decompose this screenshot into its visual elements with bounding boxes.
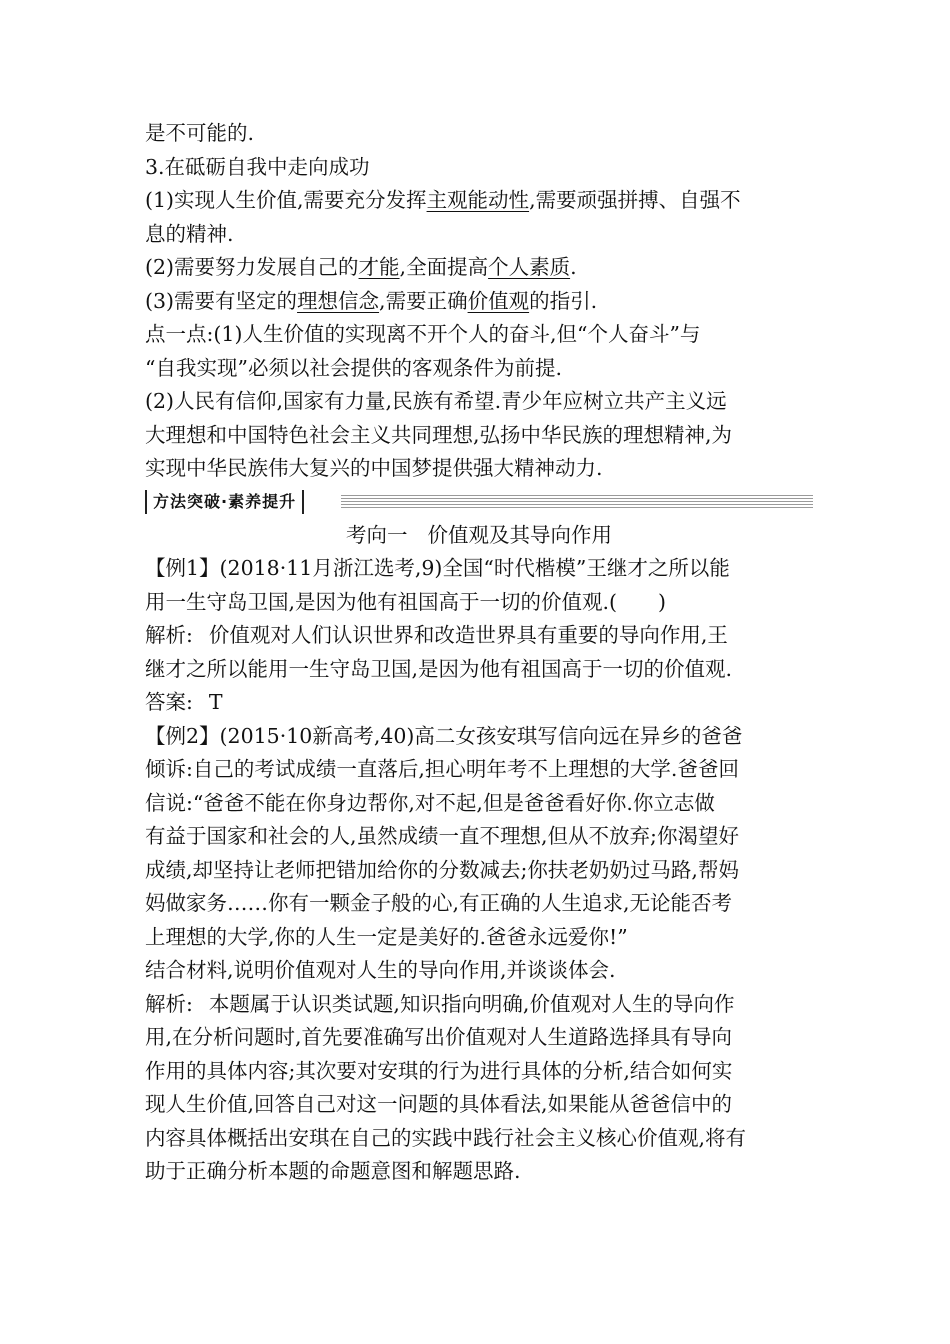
text-line: 是不可能的. — [145, 121, 255, 145]
example-1-line: 用一生守岛卫国,是因为他有祖国高于一切的价值观.( ) — [145, 589, 667, 614]
text-line: “自我实现”必须以社会提供的客观条件为前提. — [145, 355, 562, 380]
underlined-term: 主观能动性 — [426, 188, 530, 212]
text-line — [145, 184, 813, 218]
analysis-line: 用,在分析问题时,首先要准确写出价值观对人生道路选择具有导向 — [145, 1025, 733, 1049]
answer-label: 答案: — [145, 690, 193, 714]
text-span: . — [570, 255, 577, 279]
analysis-line: 现人生价值,回答自己对这一问题的具体看法,如果能从爸爸信中的 — [145, 1092, 733, 1116]
example-2-line: 结合材料,说明价值观对人生的导向作用,并谈谈体会. — [145, 958, 616, 982]
example-2-line: 信说:“爸爸不能在你身边帮你,对不起,但是爸爸看好你.你立志做 — [145, 790, 715, 815]
text-span: 的指引. — [529, 288, 598, 313]
analysis-text: 本题属于认识类试题,知识指向明确,价值观对人生的导向作 — [208, 991, 735, 1016]
text-span: (2)需要努力发展自己的 — [145, 255, 359, 279]
section-number: 考向一 — [346, 522, 408, 547]
analysis-line — [145, 619, 813, 653]
text-span: (3)需要有坚定的 — [145, 288, 298, 313]
text-line: 点一点:(1)人生价值的实现离不开个人的奋斗,但“个人奋斗”与 — [145, 322, 701, 346]
underlined-term: 个人素质 — [488, 255, 571, 279]
example-2-line: 倾诉:自己的考试成绩一直落后,担心明年考不上理想的大学.爸爸回 — [145, 757, 739, 781]
text-line: 息的精神. — [145, 221, 234, 246]
example-1-line: 【例1】(2018·11月浙江选考,9)全国“时代楷模”王继才之所以能 — [145, 556, 730, 580]
text-span: ,需要正确 — [379, 288, 468, 313]
example-2-line: 有益于国家和社会的人,虽然成绩一直不理想,但从不放弃;你渴望好 — [145, 824, 739, 848]
example-2-line: 上理想的大学,你的人生一定是美好的.爸爸永远爱你!” — [145, 924, 628, 949]
text-span: (1)实现人生价值,需要充分发挥 — [145, 188, 427, 212]
answer-value: T — [208, 690, 223, 714]
analysis-line: 继才之所以能用一生守岛卫国,是因为他有祖国高于一切的价值观. — [145, 656, 733, 681]
underlined-term: 理想信念 — [297, 288, 380, 313]
section-title — [145, 519, 813, 553]
analysis-line: 作用的具体内容;其次要对安琪的行为进行具体的分析,结合如何实 — [145, 1058, 733, 1083]
text-span: ,需要顽强拼搏、自强不 — [529, 188, 741, 212]
text-line — [145, 251, 813, 285]
underlined-term: 价值观 — [467, 288, 530, 313]
analysis-line — [145, 988, 813, 1022]
banner-label: 方法突破·素养提升 — [145, 490, 304, 514]
analysis-line: 内容具体概括出安琪在自己的实践中践行社会主义核心价值观,将有 — [145, 1125, 747, 1150]
example-2-line: 【例2】(2015·10新高考,40)高二女孩安琪写信向远在异乡的爸爸 — [145, 723, 743, 748]
text-line — [145, 285, 813, 319]
example-2-line: 妈做家务……你有一颗金子般的心,有正确的人生追求,无论能否考 — [145, 891, 733, 915]
analysis-text: 价值观对人们认识世界和改造世界具有重要的导向作用,王 — [208, 623, 728, 647]
subheading: 3.在砥砺自我中走向成功 — [145, 154, 370, 179]
banner-stripe — [341, 495, 813, 509]
text-line: 实现中华民族伟大复兴的中国梦提供强大精神动力. — [145, 456, 603, 480]
underlined-term: 才能 — [358, 255, 400, 279]
text-line: (2)人民有信仰,国家有力量,民族有希望.青少年应树立共产主义远 — [145, 389, 727, 413]
example-2-line: 成绩,却坚持让老师把错加给你的分数减去;你扶老奶奶过马路,帮妈 — [145, 857, 739, 882]
text-line: 大理想和中国特色社会主义共同理想,弘扬中华民族的理想精神,为 — [145, 422, 733, 447]
document-page — [145, 117, 813, 1189]
section-topic: 价值观及其导向作用 — [427, 522, 612, 547]
section-banner — [145, 490, 813, 516]
analysis-line: 助于正确分析本题的命题意图和解题思路. — [145, 1159, 521, 1183]
text-span: ,全面提高 — [399, 255, 489, 279]
analysis-label: 解析: — [145, 991, 193, 1016]
analysis-label: 解析: — [145, 623, 193, 647]
answer-line — [145, 686, 813, 720]
